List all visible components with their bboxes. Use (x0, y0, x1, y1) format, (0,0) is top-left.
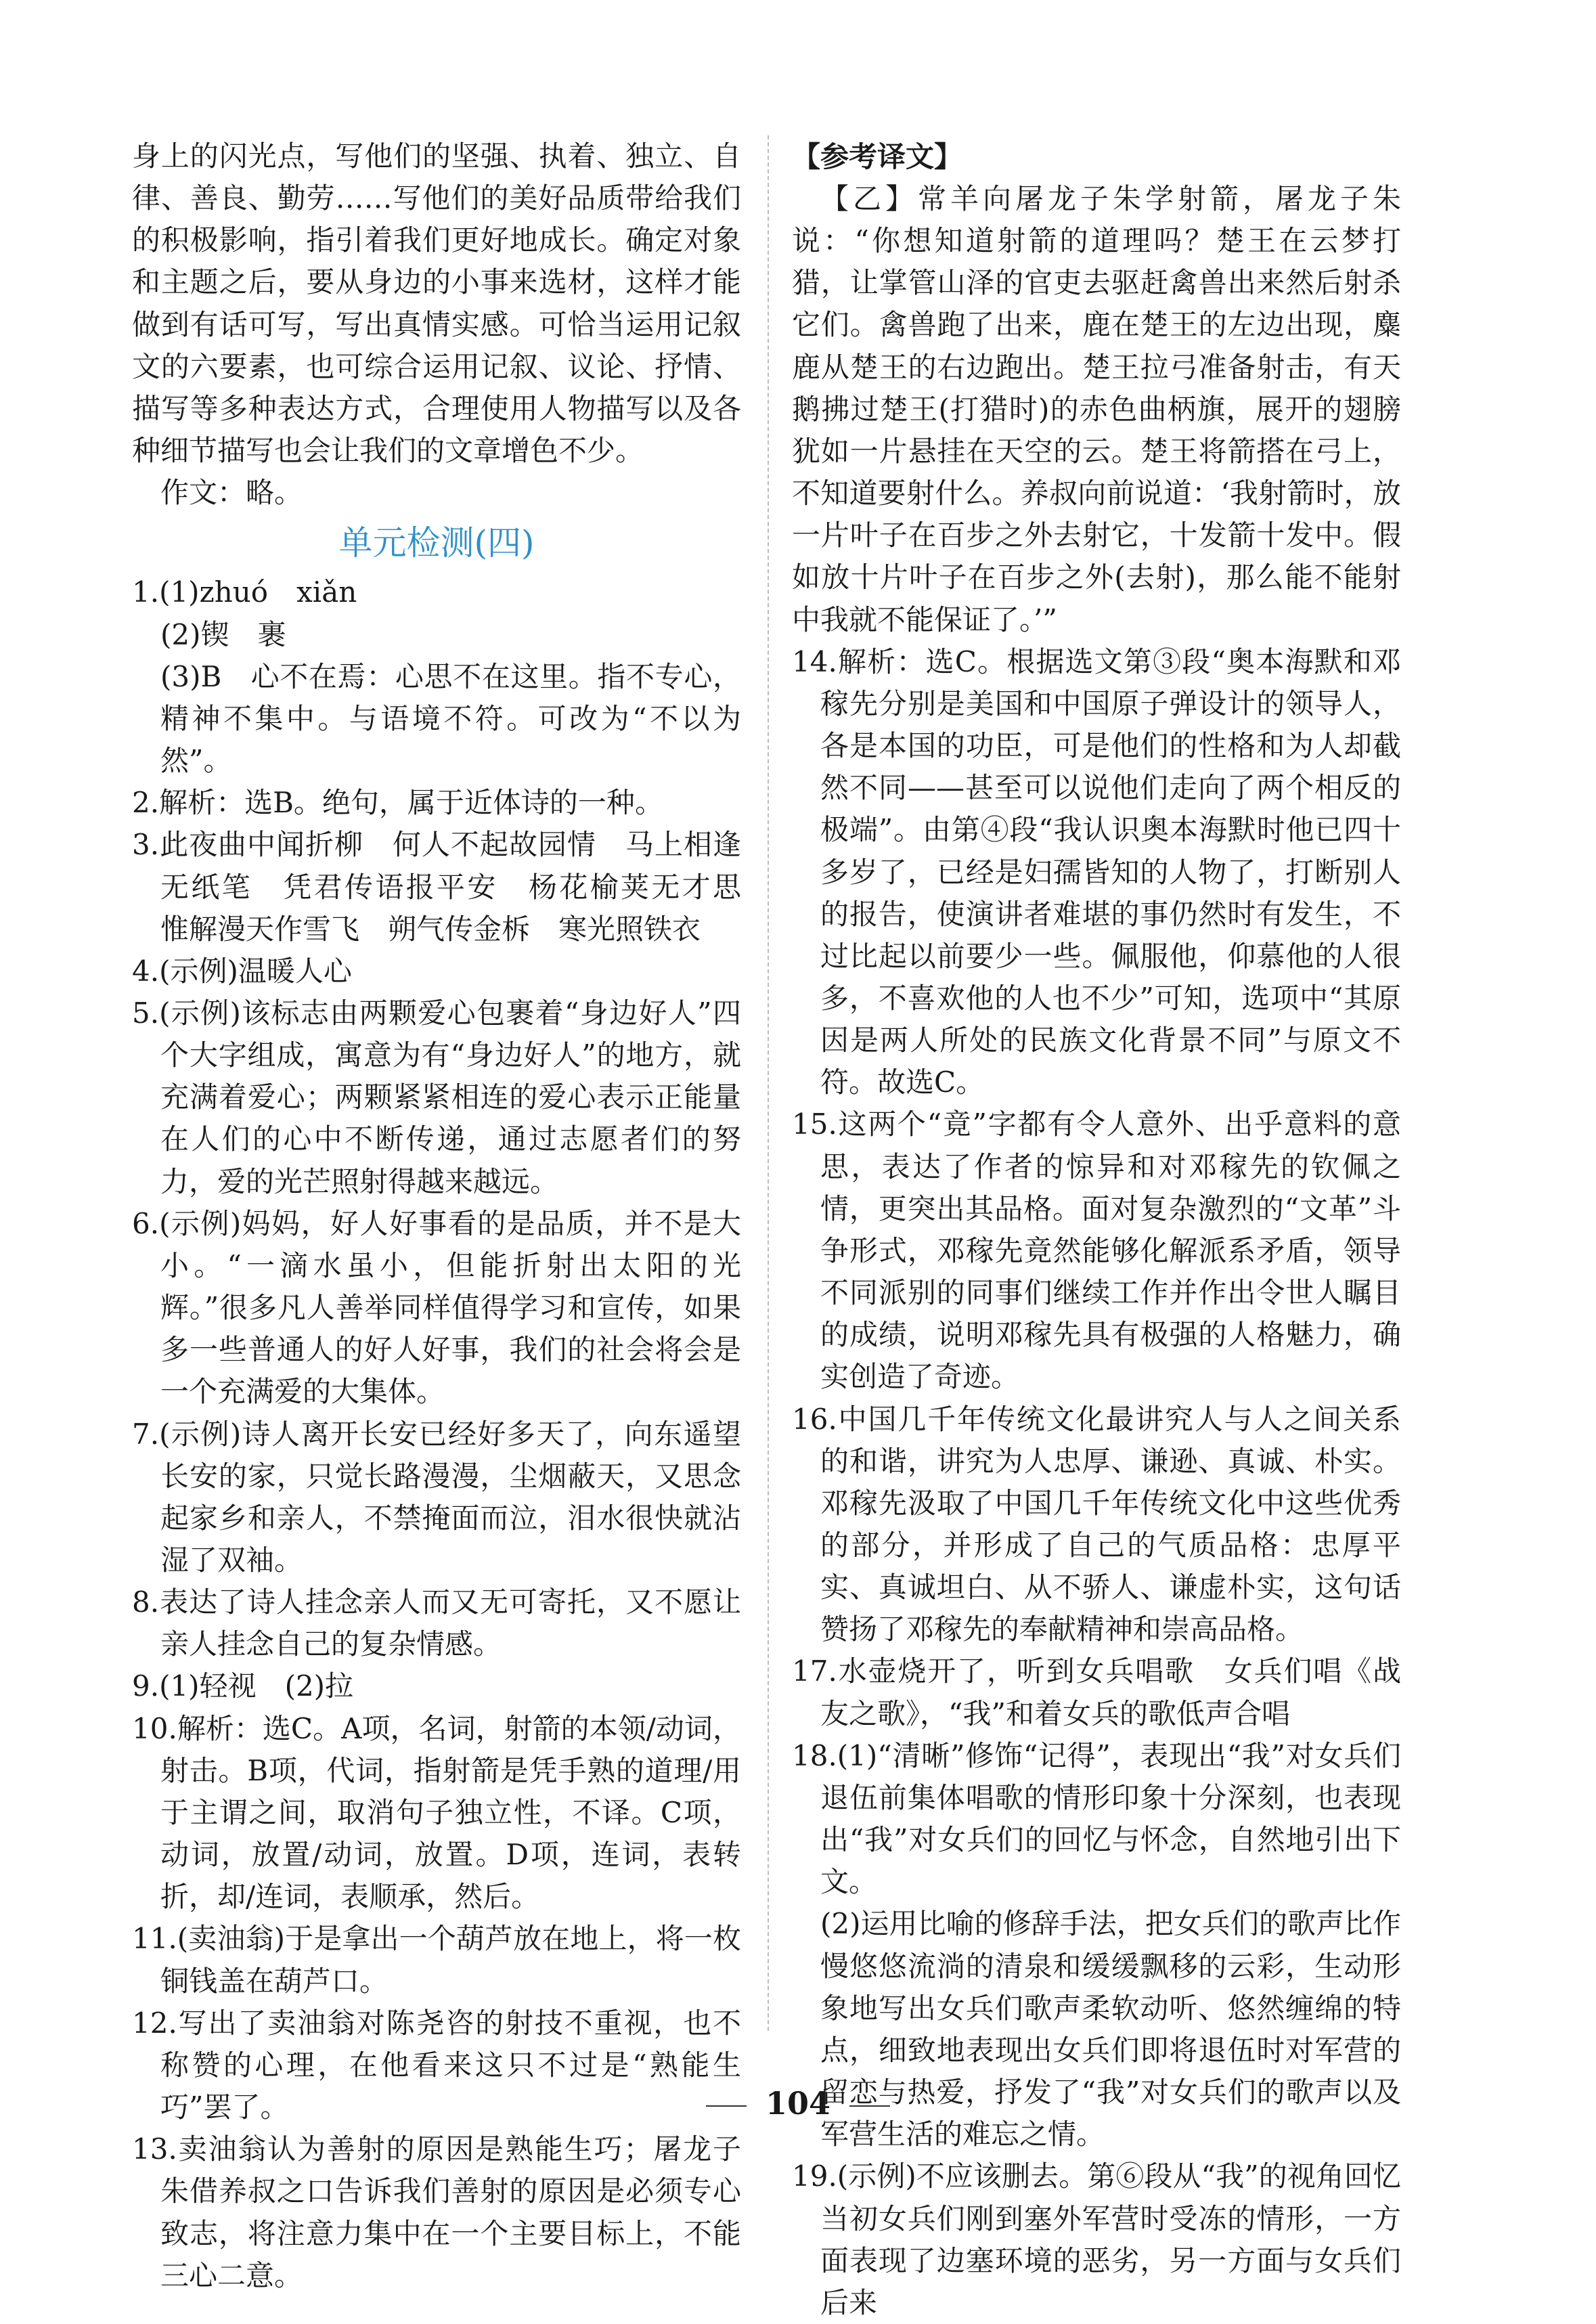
reference-translation-heading: 【参考译文】 (792, 140, 963, 173)
answer-subitem: (3)B 心不在焉：心思不在这里。指不专心，精神不集中。与语境不符。可改为“不以为然”。 (160, 659, 741, 778)
answer-item: 3.此夜曲中闻折柳 何人不起故园情 马上相逢无纸笔 凭君传语报平安 杨花榆荚无才思 惟解漫天作雪飞 朔气传金柝 寒光照铁衣 (132, 828, 770, 946)
answer-item: 18.(1)“清晰”修饰“记得”，表现出“我”对女兵们退伍前集体唱歌的情形印象十分深刻，也表现出“我”对女兵们的回忆与怀念，自然地引出下文。 (792, 1738, 1401, 1899)
answer-subitem: (2)锲 裹 (160, 617, 286, 651)
column-divider (768, 135, 769, 2031)
answer-item: 8.表达了诗人挂念亲人而又无可寄托，又不愿让亲人挂念自己的复杂情感。 (132, 1585, 741, 1661)
page-footer (0, 2085, 1596, 2122)
footer-rule-left (706, 2105, 747, 2107)
reference-translation-text: 【乙】常羊向屠龙子朱学射箭，屠龙子朱说：“你想知道射箭的道理吗？楚王在云梦打猎，让掌管山泽的官吏去驱赶禽兽出来然后射杀它们。禽兽跑了出来，鹿在楚王的左边出现，麋鹿从楚王的右边跑出。楚王拉弓准备射击，有天鹅拂过楚王(打猎时)的赤色曲柄旗，展开的翅膀犹如一片悬挂在天空的云。楚王将箭搭在弓上，不知道要射什么。养叔向前说道：‘我射箭时，放一片叶子在百步之外去射它，十发箭十发中。假如放十片叶子在百步之外(去射)，那么能不能射中我就不能保证了。’” (792, 182, 1401, 636)
essay-guidance-paragraph: 身上的闪光点，写他们的坚强、执着、独立、自律、善良、勤劳……写他们的美好品质带给我们的积极影响，指引着我们更好地成长。确定对象和主题之后，要从身边的小事来选材，这样才能做到有话可写，写出真情实感。可恰当运用记叙文的六要素，也可综合运用记叙、议论、抒情、描写等多种表达方式，合理使用人物描写以及各种细节描写也会让我们的文章增色不少。 (132, 139, 741, 468)
answer-item: 13.卖油翁认为善射的原因是熟能生巧；屠龙子朱借养叔之口告诉我们善射的原因是必须专心致志，将注意力集中在一个主要目标上，不能三心二意。 (132, 2132, 741, 2292)
answer-item: 4.(示例)温暖人心 (132, 954, 352, 988)
answer-item: 11.(卖油翁)于是拿出一个葫芦放在地上，将一枚铜钱盖在葫芦口。 (132, 1922, 741, 1998)
answer-item: 5.(示例)该标志由两颗爱心包裹着“身边好人”四个大字组成，寓意为有“身边好人”的地方，就充满着爱心；两颗紧紧相连的爱心表示正能量在人们的心中不断传递，通过志愿者们的努力，爱的光芒照射得越来越远。 (132, 996, 741, 1198)
answer-item: 2.解析：选B。绝句，属于近体诗的一种。 (132, 786, 663, 820)
page-number: 104 (765, 2085, 831, 2122)
answer-item: 9.(1)轻视 (2)拉 (132, 1669, 354, 1703)
left-column (132, 135, 770, 2297)
answer-item: 6.(示例)妈妈，好人好事看的是品质，并不是大小。“一滴水虽小，但能折射出太阳的光辉。”很多凡人善举同样值得学习和宣传，如果多一些普通人的好人好事，我们的社会将会是一个充满爱的大集体。 (132, 1206, 741, 1409)
answer-item: 15.这两个“竟”字都有令人意外、出乎意料的意思，表达了作者的惊异和对邓稼先的钦佩之情，更突出其品格。面对复杂激烈的“文革”斗争形式，邓稼先竟然能够化解派系矛盾，领导不同派别的同事们继续工作并作出令世人瞩目的成绩，说明邓稼先具有极强的人格魅力，确实创造了奇迹。 (792, 1108, 1401, 1394)
essay-note: 作文：略。 (160, 476, 303, 510)
answer-item: 17.水壶烧开了，听到女兵唱歌 女兵们唱《战友之歌》，“我”和着女兵的歌低声合唱 (792, 1654, 1401, 1730)
answer-item: 10.解析：选C。A项，名词，射箭的本领/动词，射击。B项，代词，指射箭是凭手熟的道理/用于主谓之间，取消句子独立性，不译。C项，动词，放置/动词，放置。D项，连词，表转折，却/连词，表顺承，然后。 (132, 1711, 741, 1914)
section-title: 单元检测(四) (338, 523, 535, 563)
answer-item: 7.(示例)诗人离开长安已经好多天了，向东遥望长安的家，只觉长路漫漫，尘烟蔽天，又思念起家乡和亲人，不禁掩面而泣，泪水很快就沾湿了双袖。 (132, 1417, 741, 1577)
answer-item: 12.写出了卖油翁对陈尧咨的射技不重视，也不称赞的心理，在他看来这只不过是“熟能生巧”罢了。 (132, 2006, 741, 2124)
answer-item: 14.解析：选C。根据选文第③段“奥本海默和邓稼先分别是美国和中国原子弹设计的领导人，各是本国的功臣，可是他们的性格和为人却截然不同——甚至可以说他们走向了两个相反的极端”。由第④段“我认识奥本海默时他已四十多岁了，已经是妇孺皆知的人物了，打断别人的报告，使演讲者难堪的事仍然时有发生，不过比起以前要少一些。佩服他，仰慕他的人很多，不喜欢他的人也不少”可知，选项中“其原因是两人所处的民族文化背景不同”与原文不符。故选C。 (792, 644, 1401, 1099)
answer-item: 19.(示例)不应该删去。第⑥段从“我”的视角回忆当初女兵们刚到塞外军营时受冻的情形，一方面表现了边塞环境的恶劣，另一方面与女兵们后来 (792, 2159, 1401, 2319)
footer-rule-right (849, 2105, 890, 2107)
answer-subitem: (2)运用比喻的修辞手法，把女兵们的歌声比作慢悠悠流淌的清泉和缓缓飘移的云彩，生动形象地写出女兵们歌声柔软动听、悠然缠绵的特点，细致地表现出女兵们即将退伍时对军营的留恋与热爱，抒发了“我”对女兵们的歌声以及军营生活的难忘之情。 (820, 1907, 1401, 2151)
answer-item: 16.中国几千年传统文化最讲究人与人之间关系的和谐，讲究为人忠厚、谦逊、真诚、朴实。邓稼先汲取了中国几千年传统文化中这些优秀的部分，并形成了自己的气质品格：忠厚平实、真诚坦白、从不骄人、谦虚朴实，这句话赞扬了邓稼先的奉献精神和崇高品格。 (792, 1402, 1401, 1646)
right-column (792, 135, 1401, 2324)
answer-item: 1.(1)zhuó xiǎn (132, 575, 357, 609)
